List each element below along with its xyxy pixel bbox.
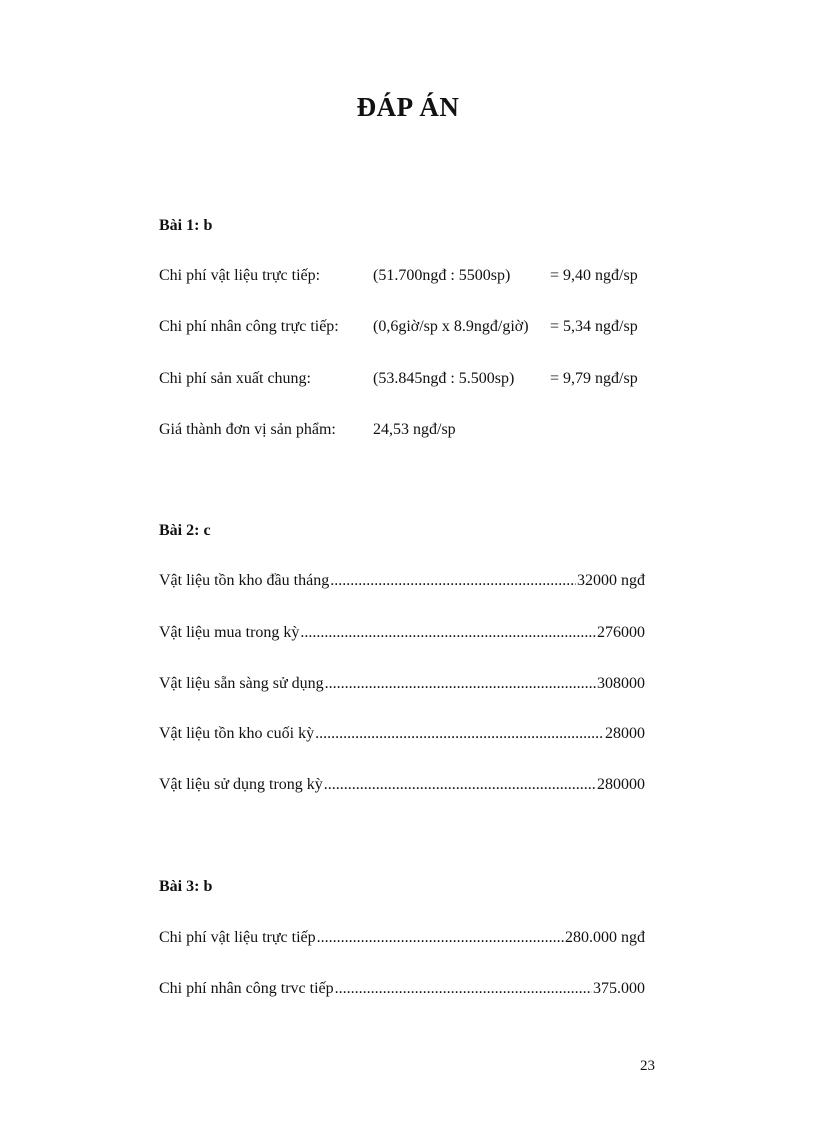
bai3-row-label: Chi phí vật liệu trực tiếp	[159, 929, 316, 946]
dot-leader	[324, 776, 596, 794]
dot-leader	[330, 572, 576, 590]
bai1-total-label: Giá thành đơn vị sản phẩm:	[159, 421, 336, 438]
bai1-row-result: = 9,40 ngđ/sp	[550, 267, 638, 284]
bai1-total-value: 24,53 ngđ/sp	[373, 421, 456, 438]
dot-leader	[335, 980, 592, 998]
bai1-row-calc: (53.845ngđ : 5.500sp)	[373, 370, 515, 387]
bai2-row-value: 28000	[605, 725, 645, 742]
bai2-row	[159, 776, 645, 796]
bai2-row-label: Vật liệu mua trong kỳ	[159, 624, 300, 641]
bai2-row	[159, 675, 645, 695]
bai2-row-value: 276000	[597, 624, 645, 641]
bai1-row-result: = 5,34 ngđ/sp	[550, 318, 638, 335]
dot-leader	[315, 725, 604, 743]
bai1-heading: Bài 1: b	[159, 217, 213, 234]
bai2-row	[159, 725, 645, 745]
bai1-row-label: Chi phí vật liệu trực tiếp:	[159, 267, 321, 284]
bai2-row-label: Vật liệu tồn kho cuối kỳ	[159, 725, 315, 742]
bai3-row	[159, 929, 645, 949]
bai1-row-result: = 9,79 ngđ/sp	[550, 370, 638, 387]
bai3-row-value: 375.000	[593, 980, 645, 997]
bai2-row-label: Vật liệu sẵn sàng sử dụng	[159, 675, 324, 692]
bai2-row-label: Vật liệu tồn kho đầu tháng	[159, 572, 330, 589]
bai2-row	[159, 624, 645, 644]
bai1-row-label: Chi phí sản xuất chung:	[159, 370, 311, 387]
bai1-row-calc: (51.700ngđ : 5500sp)	[373, 267, 511, 284]
bai3-row	[159, 980, 645, 1000]
bai3-heading: Bài 3: b	[159, 878, 213, 895]
page-number: 23	[640, 1058, 655, 1074]
bai2-row-label: Vật liệu sử dụng trong kỳ	[159, 776, 323, 793]
page-title: ĐÁP ÁN	[356, 92, 460, 122]
bai2-row-value: 280000	[597, 776, 645, 793]
dot-leader	[325, 675, 596, 693]
bai1-row-label: Chi phí nhân công trực tiếp:	[159, 318, 339, 335]
bai2-row	[159, 572, 645, 592]
bai3-row-label: Chi phí nhân công trvc tiếp	[159, 980, 334, 997]
bai2-row-value: 32000 ngđ	[577, 572, 645, 589]
dot-leader	[317, 929, 564, 947]
dot-leader	[300, 624, 596, 642]
bai2-row-value: 308000	[597, 675, 645, 692]
bai3-row-value: 280.000 ngđ	[565, 929, 645, 946]
bai1-row-calc: (0,6giờ/sp x 8.9ngđ/giờ)	[373, 318, 529, 335]
bai2-heading: Bài 2: c	[159, 522, 211, 539]
